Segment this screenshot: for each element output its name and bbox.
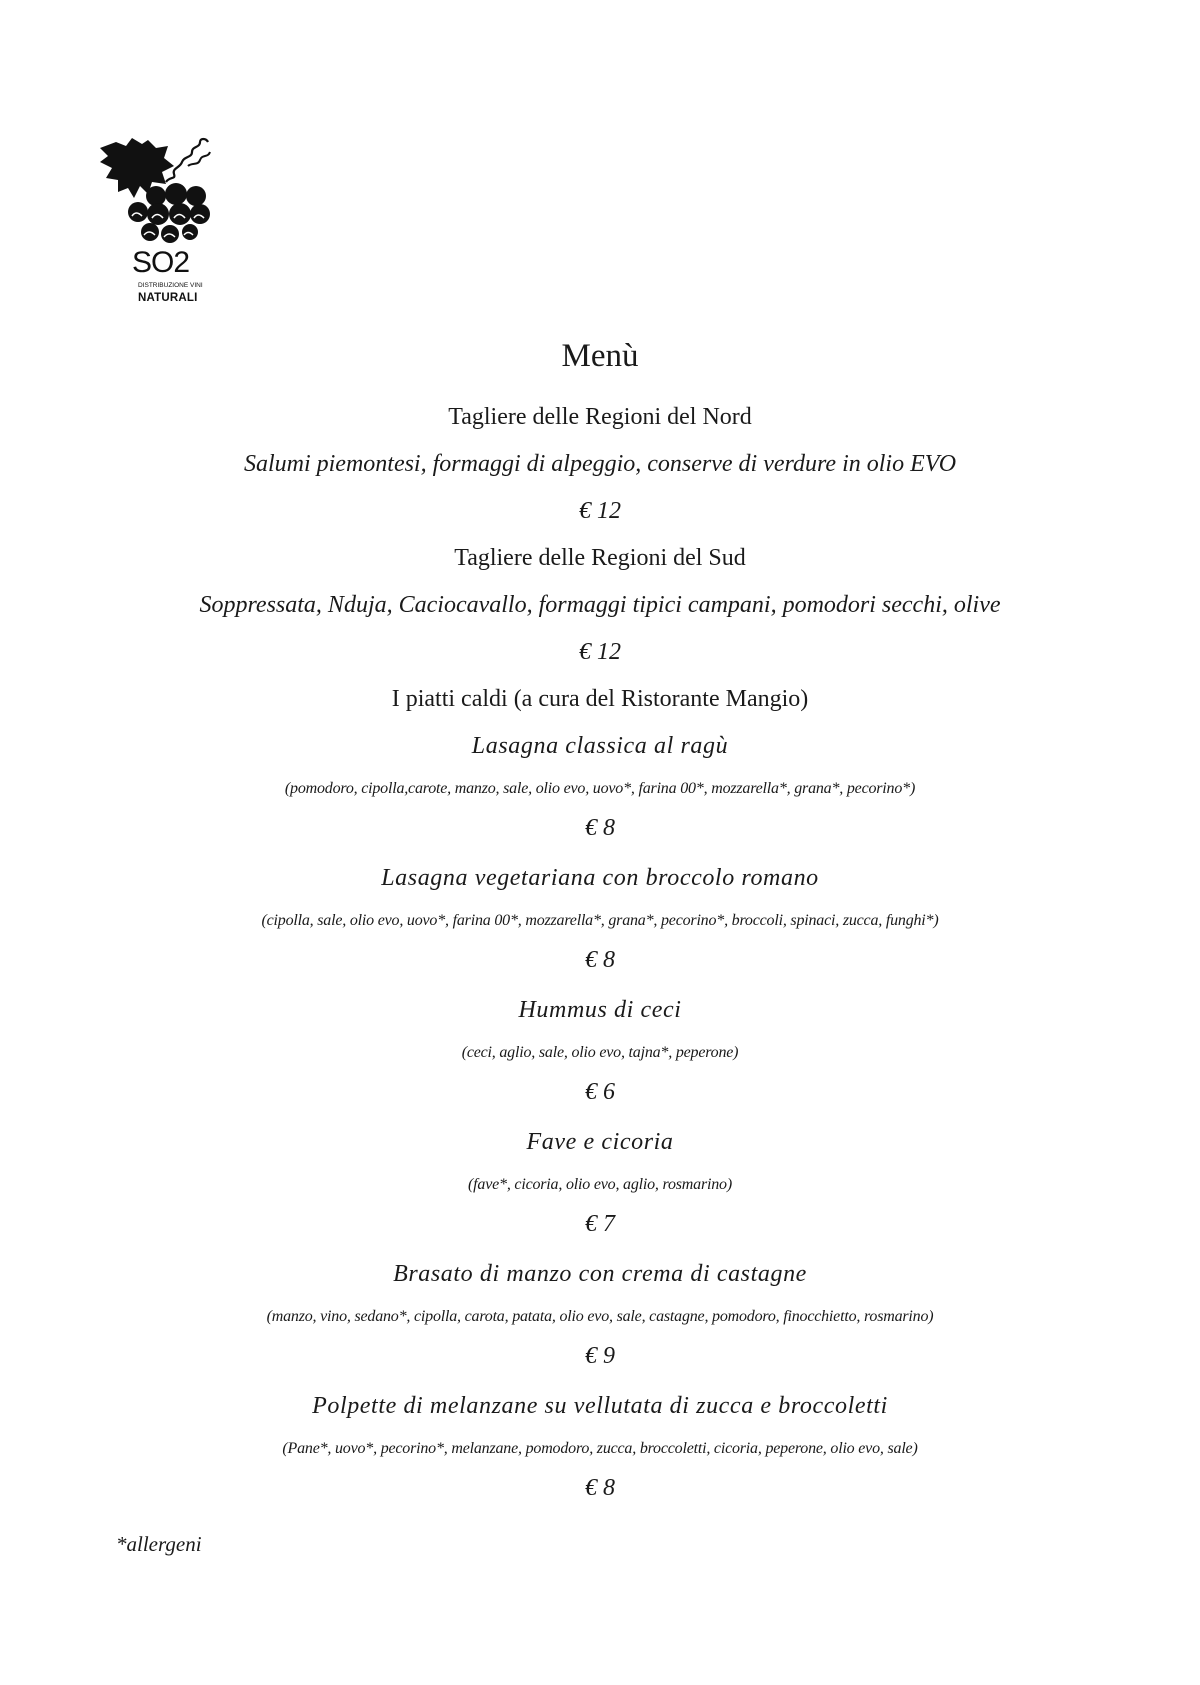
logo-brand: SO2 [132, 246, 190, 279]
logo [96, 136, 236, 316]
dish-name: Lasagna vegetariana con broccolo romano [381, 865, 819, 891]
dish-price: € 9 [585, 1343, 615, 1369]
logo-subtitle: DISTRIBUZIONE VINI [138, 282, 203, 289]
dish-name: Fave e cicoria [526, 1129, 674, 1155]
dish-item [0, 1119, 1200, 1251]
menu-title: Menù [561, 338, 639, 374]
dish-name: Brasato di manzo con crema di castagne [393, 1261, 807, 1287]
dish-item [0, 723, 1200, 855]
dish-ingredients: (manzo, vino, sedano*, cipolla, carota, patata, olio evo, sale, castagne, pomodoro, finocchietto, rosmarino) [266, 1308, 934, 1325]
dish-name: Lasagna classica al ragù [471, 733, 729, 759]
allergens-footnote: *allergeni [116, 1532, 202, 1556]
dish-name: Polpette di melanzane su vellutata di zucca e broccoletti [312, 1393, 888, 1419]
dish-price: € 6 [585, 1079, 615, 1105]
dish-price: € 8 [585, 947, 615, 973]
board-description: Salumi piemontesi, formaggi di alpeggio, conserve di verdure in olio EVO [243, 451, 957, 477]
dish-price: € 8 [585, 1475, 615, 1501]
board-price: € 12 [579, 498, 621, 524]
logo-subtitle-naturali: NATURALI [138, 292, 198, 304]
board-price: € 12 [579, 639, 621, 665]
dish-ingredients: (fave*, cicoria, olio evo, aglio, rosmarino) [468, 1176, 732, 1193]
dish-ingredients: (cipolla, sale, olio evo, uovo*, farina 00*, mozzarella*, grana*, pecorino*, broccoli, spinaci, zucca, funghi*) [261, 912, 939, 929]
dish-item [0, 987, 1200, 1119]
dish-ingredients: (ceci, aglio, sale, olio evo, tajna*, peperone) [461, 1044, 739, 1061]
board-name: Tagliere delle Regioni del Nord [448, 404, 752, 430]
dish-item [0, 1383, 1200, 1515]
dish-ingredients: (Pane*, uovo*, pecorino*, melanzane, pomodoro, zucca, broccoletti, cicoria, peperone, olio evo, sale) [282, 1440, 918, 1457]
dish-price: € 8 [585, 815, 615, 841]
board-north [0, 394, 1200, 535]
grape-bunch-icon [96, 136, 236, 256]
dish-name: Hummus di ceci [518, 997, 682, 1023]
hot-dishes-heading: I piatti caldi (a cura del Ristorante Mangio) [391, 686, 809, 712]
board-south [0, 535, 1200, 676]
board-name: Tagliere delle Regioni del Sud [454, 545, 746, 571]
dish-item [0, 855, 1200, 987]
menu [0, 334, 1200, 1515]
dish-item [0, 1251, 1200, 1383]
board-description: Soppressata, Nduja, Caciocavallo, formaggi tipici campani, pomodori secchi, olive [199, 592, 1001, 618]
dish-ingredients: (pomodoro, cipolla,carote, manzo, sale, olio evo, uovo*, farina 00*, mozzarella*, grana*, pecorino*) [284, 780, 916, 797]
dish-price: € 7 [585, 1211, 615, 1237]
